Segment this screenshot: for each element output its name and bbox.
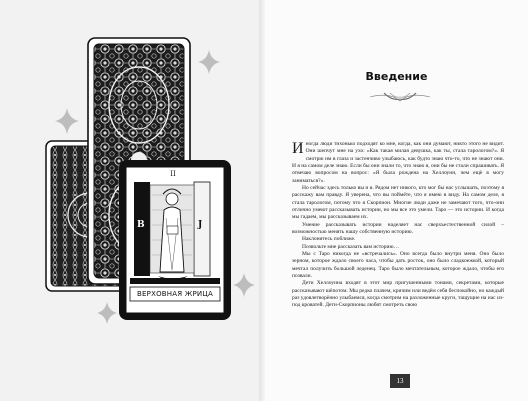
paragraph: Умение рассказывать истории наделяет нас сверхъестественной силой – возможностью менять нашу собственную историю.: [292, 221, 504, 235]
flourish-ornament-icon: [382, 90, 418, 102]
sparkle-icon: [55, 108, 79, 134]
sparkle-icon: [233, 273, 255, 297]
card-pillar-left-letter: B: [137, 220, 145, 230]
card-pillar-right-letter: J: [198, 220, 203, 230]
paragraph: Но сейчас здесь только вы и я. Рядом нет никого, кто мог бы нас услышать, поэтому я расскажу вам правду. Я уверена, что вы поймёте, что я имею в виду. На самом деле, я стала тарологом, потому что я Скорпион. Многие люди даже не замечают того, что-они отлично умеют рассказывать истории, но мы все это умели. Таро — это истории. И когда мы гадаем, мы рассказываем их.: [292, 184, 504, 221]
paragraph: Мы с Таро никогда не «встречались». Оно всегда было внутри меня. Оно было зерном, которое ждало своего часа, чтобы дать росток, оно было сладкоежкой, который мечтал получить большой леденец. Таро было мечтательным, которое ждало, чтобы его позвали.: [292, 250, 504, 279]
card-name-label: ВЕРХОВНАЯ ЖРИЦА: [137, 290, 213, 298]
body-text: [292, 141, 504, 310]
paragraph: Позвольте мне рассказать вам историю…: [302, 243, 400, 250]
dropcap-letter: И: [292, 140, 304, 157]
page-number: 13: [390, 374, 410, 388]
paragraph: Дети Хеллоуина входят в этот мир пригушенными тонами, секретами, которые рассказывают шёпотом. Мы редко плачем, кричим или ведём себя беспокойно, но каждый раз удовлетворённо улыбаемся, когда смотрим на разложенные круги, тащущие на нас из-под кроватей. Дети-Скорпионы любят смотреть свою: [292, 280, 504, 309]
sparkle-icon: [198, 50, 220, 74]
paragraph: Наклонитесь поближе.: [302, 236, 356, 243]
chapter-title: Введение: [365, 70, 428, 83]
card-roman-numeral: II: [170, 170, 176, 178]
paragraph: Иногда люди тихонько подходят ко мне, когда, как они думают, никто этого не видит. Они шепчут мне на ухо: «Как такая милая девушка, как ты, стала тарологом?». Я смотрю им в глаза и застенчиво улыбаюсь, как будто знаю что-то, что не знают они. И я на самом деле знаю. Если бы они знали то, что знаю я, они бы не стали спрашивать. Я отвечаю вопросом на вопрос: «Я была рождена на Хеллоуин, чем ещё я могу заниматься?».: [292, 140, 504, 184]
sparkle-icon: [97, 302, 117, 324]
